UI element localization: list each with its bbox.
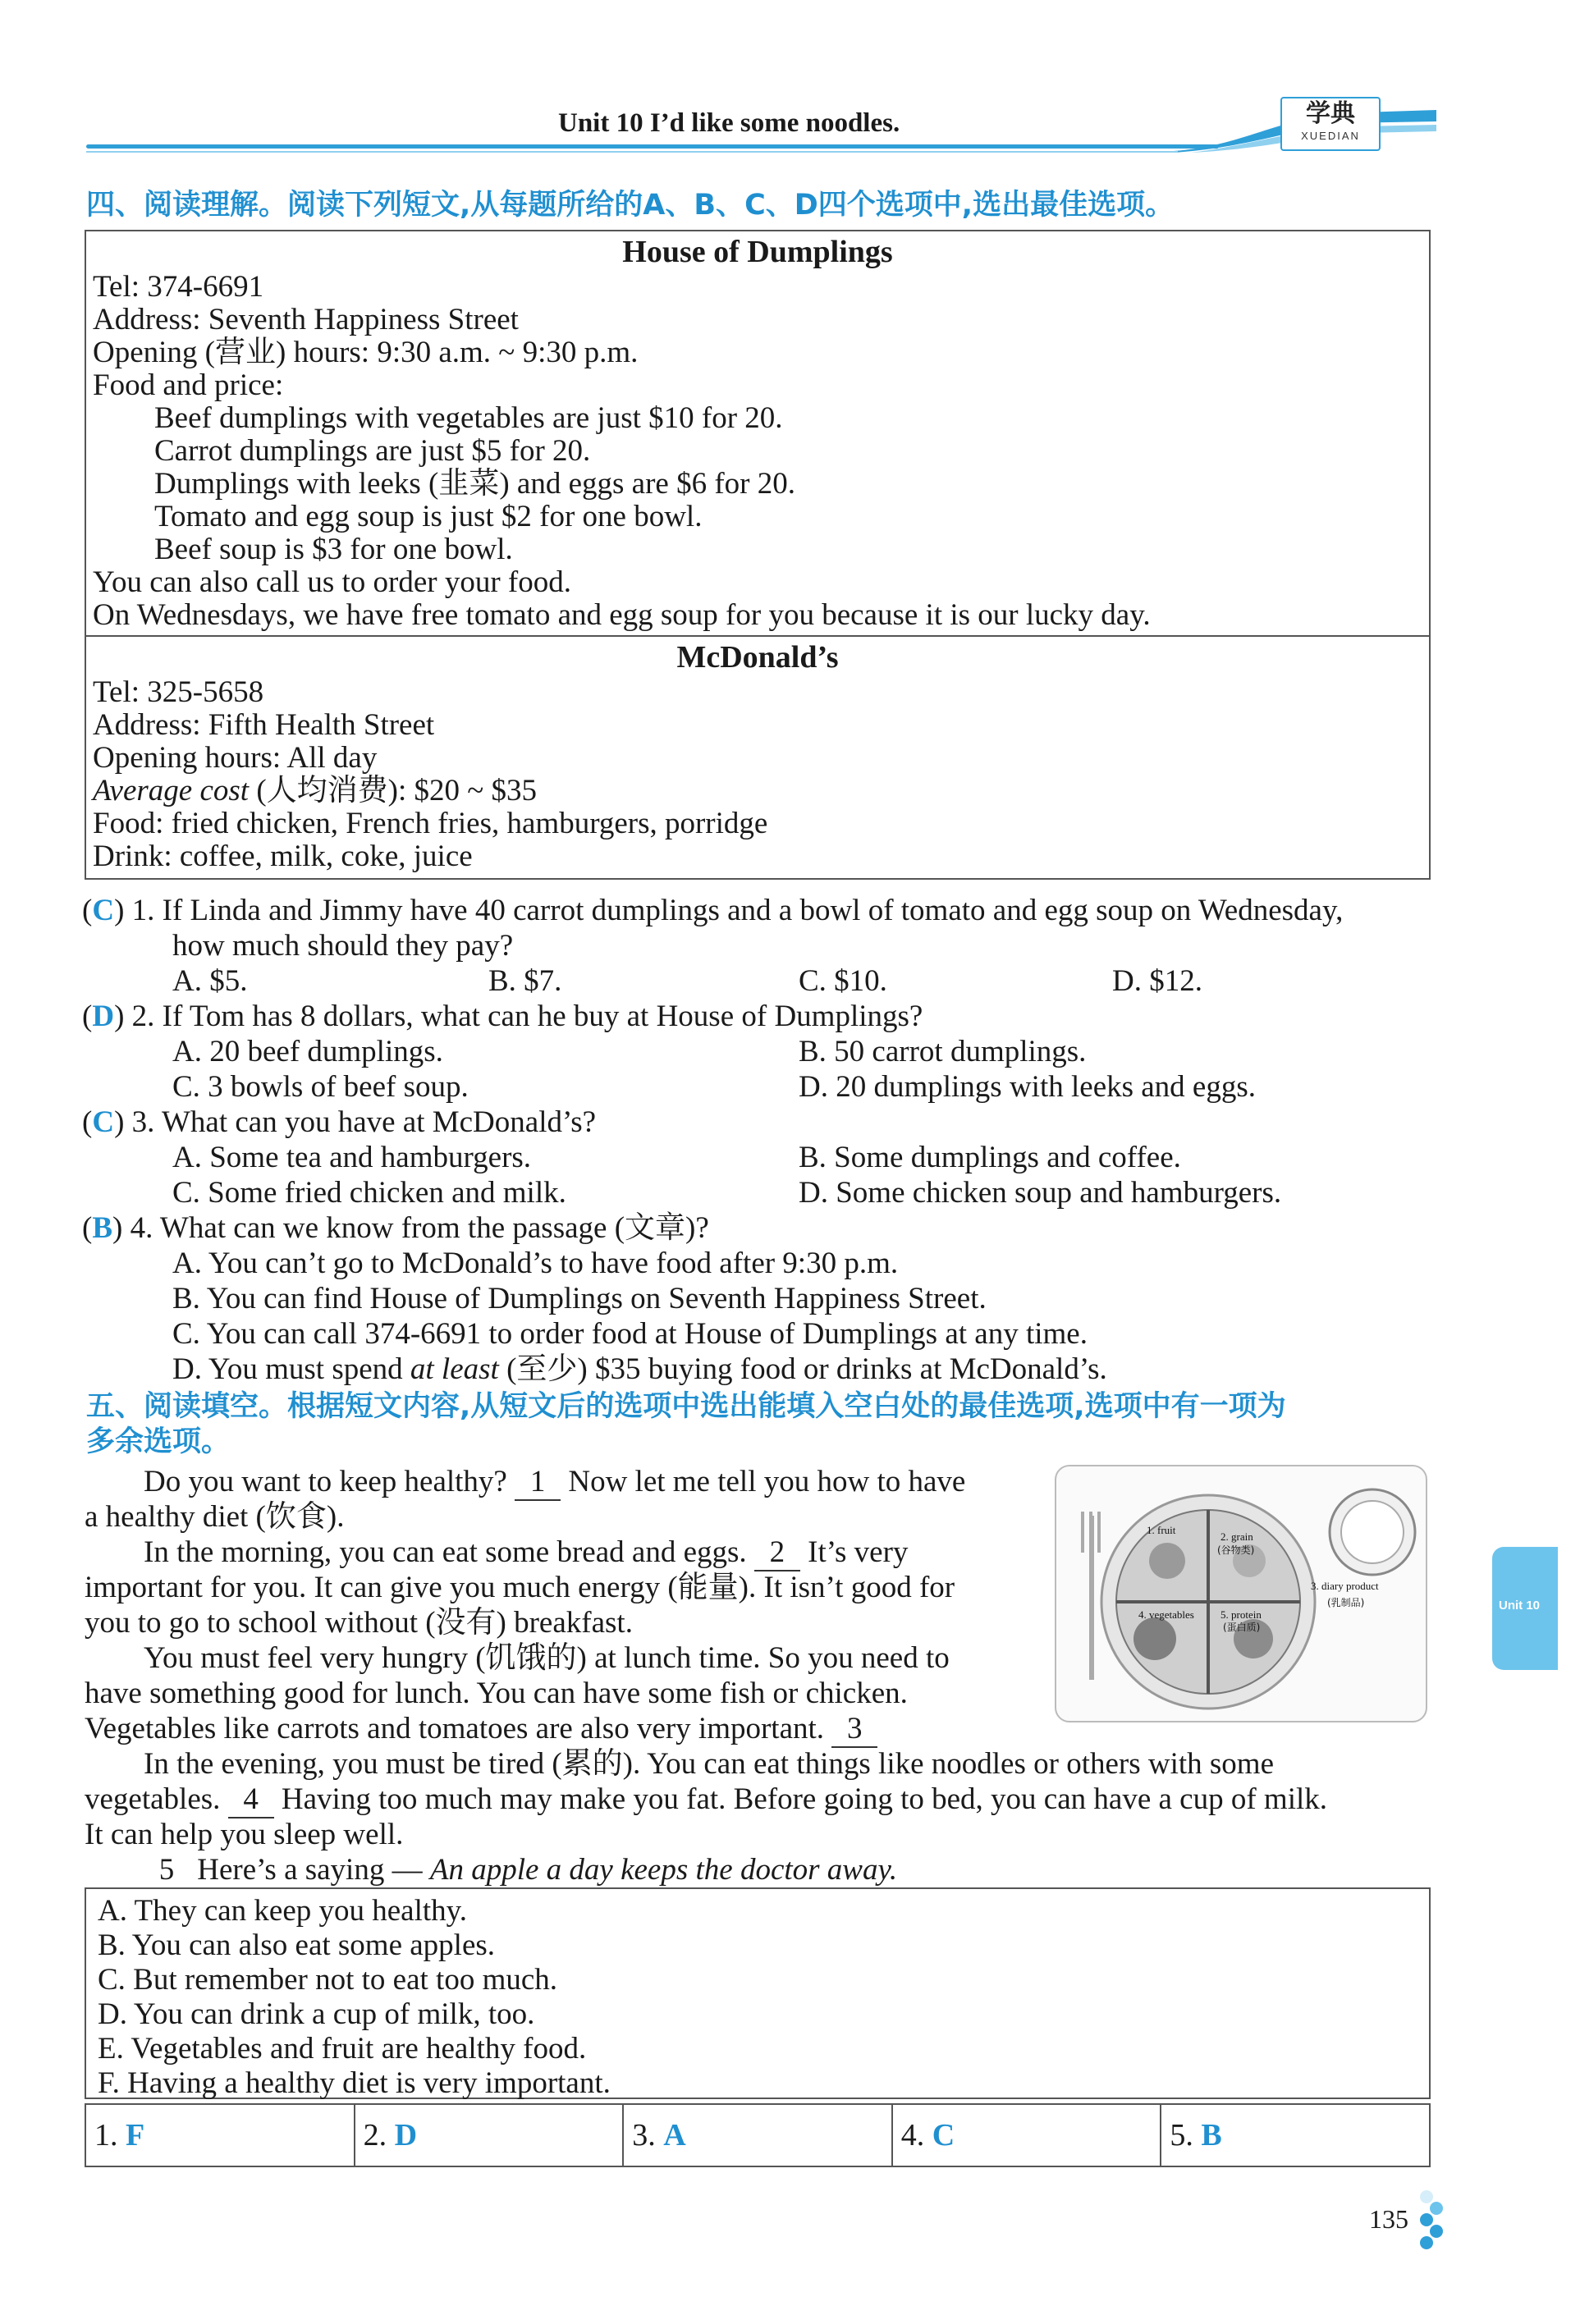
- blank-option: C. But remember not to eat too much.: [98, 1963, 558, 1997]
- label-grain-cn: (谷物类): [1217, 1544, 1255, 1556]
- passage-line: In the evening, you must be tired (累的). You can eat things like noodles or others with some: [144, 1747, 1275, 1781]
- passage-line: [144, 1535, 908, 1571]
- passage-text: In the morning, you can eat some bread and eggs.: [144, 1535, 754, 1569]
- option: B. $7.: [488, 964, 562, 998]
- blank-option: F. Having a healthy diet is very important.: [98, 2066, 611, 2100]
- option: A. Some tea and hamburgers.: [172, 1141, 532, 1174]
- question-1: (C) 1. If Linda and Jimmy have 40 carrot dumplings and a bowl of tomato and egg soup on Wednesday,: [82, 894, 1344, 927]
- blank-option: E. Vegetables and fruit are healthy food.: [98, 2032, 587, 2066]
- passage-text: Now let me tell you how to have: [561, 1465, 966, 1498]
- option-emphasis: at least: [410, 1352, 499, 1386]
- mcd-line: Opening hours: All day: [93, 741, 378, 775]
- option: A. You can’t go to McDonald’s to have food after 9:30 p.m.: [172, 1247, 899, 1280]
- brand-cn: 学典: [1306, 99, 1355, 128]
- label-dairy: 3. diary product: [1311, 1580, 1379, 1592]
- mcd-line: Drink: coffee, milk, coke, juice: [93, 839, 473, 873]
- option: C. 3 bowls of beef soup.: [172, 1070, 469, 1104]
- menu-item: Tomato and egg soup is just $2 for one bowl.: [154, 500, 703, 533]
- option: B. You can find House of Dumplings on Seventh Happiness Street.: [172, 1282, 987, 1315]
- reading-box: [85, 230, 1431, 880]
- answer-cell: [1161, 2105, 1429, 2166]
- header-rule-light: [86, 151, 1178, 153]
- label-protein: 5. protein: [1220, 1608, 1262, 1621]
- blank-3: 3: [831, 1712, 877, 1748]
- menu-item: Beef dumplings with vegetables are just $10 for 20.: [154, 401, 783, 435]
- brand-en: XUEDIAN: [1301, 130, 1360, 142]
- answer-mark: C: [92, 1105, 115, 1139]
- mcd-line: Address: Fifth Health Street: [93, 708, 435, 742]
- answer-value: B: [1201, 2118, 1222, 2152]
- side-tab-label: Unit 10: [1499, 1599, 1541, 1613]
- page-number: 135: [1369, 2204, 1408, 2234]
- question-1-cont: how much should they pay?: [172, 929, 514, 963]
- healthy-plate-illustration: [1055, 1465, 1427, 1722]
- question-4: (B) 4. What can we know from the passage (文章)?: [82, 1211, 709, 1245]
- page-number-dots-decoration: [1395, 2187, 1445, 2253]
- unit-title: Unit 10 I’d like some noodles.: [558, 108, 900, 138]
- label-vegetables: 4. vegetables: [1138, 1608, 1194, 1621]
- answer-cell: [86, 2105, 355, 2166]
- option: C. $10.: [799, 964, 887, 998]
- box-divider: [86, 635, 1429, 637]
- answer-num: 1.: [94, 2118, 118, 2152]
- passage-line: [144, 1853, 897, 1889]
- passage-text: Having too much may make you fat. Before going to bed, you can have a cup of milk.: [273, 1782, 1328, 1816]
- blank-5: 5: [144, 1853, 190, 1889]
- answer-cell: [893, 2105, 1162, 2166]
- passage-line: [144, 1465, 965, 1501]
- answer-value: D: [394, 2118, 418, 2152]
- answer-cell: [624, 2105, 893, 2166]
- answer-table: [85, 2103, 1431, 2167]
- section4-heading: 四、阅读理解。阅读下列短文,从每题所给的A、B、C、D四个选项中,选出最佳选项。: [86, 189, 1175, 222]
- option-text: D. You must spend: [172, 1352, 410, 1386]
- question-text: 1. If Linda and Jimmy have 40 carrot dumplings and a bowl of tomato and egg soup on Wednesday,: [131, 894, 1344, 927]
- option: C. You can call 374-6691 to order food at House of Dumplings at any time.: [172, 1317, 1088, 1351]
- answer-mark: C: [92, 894, 115, 927]
- menu-item: Carrot dumplings are just $5 for 20.: [154, 434, 591, 468]
- menu-item: Dumplings with leeks (韭菜) and eggs are $6 for 20.: [154, 467, 795, 501]
- blank-2: 2: [754, 1535, 800, 1571]
- option: B. 50 carrot dumplings.: [799, 1035, 1087, 1068]
- house-title: House of Dumplings: [622, 235, 893, 269]
- label-fruit: 1. fruit: [1147, 1524, 1176, 1536]
- blank-4: 4: [228, 1782, 274, 1818]
- option: D. 20 dumplings with leeks and eggs.: [799, 1070, 1257, 1104]
- passage-text: vegetables.: [85, 1782, 228, 1816]
- section5-heading-line2: 多余选项。: [86, 1425, 231, 1458]
- blank-option: A. They can keep you healthy.: [98, 1894, 468, 1928]
- passage-line: you to go to school without (没有) breakfast.: [85, 1606, 633, 1640]
- blank-1: 1: [515, 1465, 561, 1501]
- label-grain: 2. grain: [1220, 1530, 1253, 1543]
- answer-num: 2.: [363, 2118, 387, 2152]
- answer-value: F: [126, 2118, 145, 2152]
- section5-heading-line1: 五、阅读填空。根据短文内容,从短文后的选项中选出能填入空白处的最佳选项,选项中有一项为: [86, 1390, 1286, 1423]
- passage-text: Vegetables like carrots and tomatoes are also very important.: [85, 1712, 832, 1745]
- passage-text: It’s very: [799, 1535, 909, 1569]
- mcdonalds-title: McDonald’s: [676, 640, 839, 675]
- mcd-line: Food: fried chicken, French fries, hamburgers, porridge: [93, 807, 768, 840]
- option-text: (至少) $35 buying food or drinks at McDonald’s.: [498, 1352, 1107, 1386]
- passage-line: have something good for lunch. You can have some fish or chicken.: [85, 1677, 908, 1710]
- passage-line: It can help you sleep well.: [85, 1818, 404, 1851]
- saying-text: An apple a day keeps the doctor away.: [429, 1853, 898, 1887]
- passage-line: [85, 1712, 877, 1748]
- house-line: You can also call us to order your food.: [93, 565, 572, 599]
- menu-item: Beef soup is $3 for one bowl.: [154, 533, 513, 566]
- answer-value: C: [932, 2118, 955, 2152]
- answer-mark: B: [92, 1211, 113, 1245]
- answer-cell: [355, 2105, 625, 2166]
- options-box: [85, 1887, 1431, 2099]
- question-text: 3. What can you have at McDonald’s?: [131, 1105, 597, 1139]
- house-line: Food and price:: [93, 368, 284, 402]
- header-rule: [86, 144, 1219, 149]
- question-text: 2. If Tom has 8 dollars, what can he buy at House of Dumplings?: [131, 1000, 923, 1033]
- passage-line: important for you. It can give you much energy (能量). It isn’t good for: [85, 1571, 955, 1604]
- passage-line: You must feel very hungry (饥饿的) at lunch time. So you need to: [144, 1641, 950, 1675]
- house-line: Opening (营业) hours: 9:30 a.m. ~ 9:30 p.m.: [93, 336, 639, 369]
- option: C. Some fried chicken and milk.: [172, 1176, 566, 1210]
- answer-num: 4.: [900, 2118, 925, 2152]
- blank-option: B. You can also eat some apples.: [98, 1928, 496, 1962]
- passage-line: a healthy diet (饮食).: [85, 1500, 345, 1534]
- question-2: (D) 2. If Tom has 8 dollars, what can he buy at House of Dumplings?: [82, 1000, 923, 1033]
- passage-line: [85, 1782, 1327, 1818]
- question-text: 4. What can we know from the passage (文章)?: [130, 1211, 709, 1245]
- answer-mark: D: [92, 1000, 115, 1033]
- avg-cost-label: Average cost: [93, 774, 250, 807]
- house-of-dumplings-section: [86, 233, 1429, 632]
- label-protein-cn: (蛋白质): [1223, 1622, 1261, 1633]
- brand-logo: [1280, 97, 1381, 151]
- answer-num: 3.: [632, 2118, 656, 2152]
- avg-cost-value: (人均消费): $20 ~ $35: [249, 774, 538, 807]
- answer-value: A: [663, 2118, 686, 2152]
- mcd-line: Tel: 325-5658: [93, 675, 264, 709]
- passage-text: Here’s a saying —: [190, 1853, 430, 1887]
- option: B. Some dumplings and coffee.: [799, 1141, 1181, 1174]
- passage-text: Do you want to keep healthy?: [144, 1465, 515, 1498]
- house-line: Tel: 374-6691: [93, 270, 264, 304]
- answer-num: 5.: [1170, 2118, 1193, 2152]
- question-3: (C) 3. What can you have at McDonald’s?: [82, 1105, 597, 1139]
- house-line: On Wednesdays, we have free tomato and egg soup for you because it is our lucky day.: [93, 598, 1151, 632]
- option: A. $5.: [172, 964, 248, 998]
- house-line: Address: Seventh Happiness Street: [93, 303, 519, 336]
- mcdonalds-section: [86, 638, 1429, 873]
- option: D. $12.: [1112, 964, 1202, 998]
- option: D. Some chicken soup and hamburgers.: [799, 1176, 1282, 1210]
- option-d: [172, 1353, 1107, 1386]
- option: A. 20 beef dumplings.: [172, 1035, 443, 1068]
- blank-option: D. You can drink a cup of milk, too.: [98, 1997, 535, 2031]
- mcd-avg-cost: [93, 775, 1429, 807]
- label-dairy-cn: (乳制品): [1327, 1597, 1365, 1608]
- plate-drawing: [1056, 1466, 1426, 1721]
